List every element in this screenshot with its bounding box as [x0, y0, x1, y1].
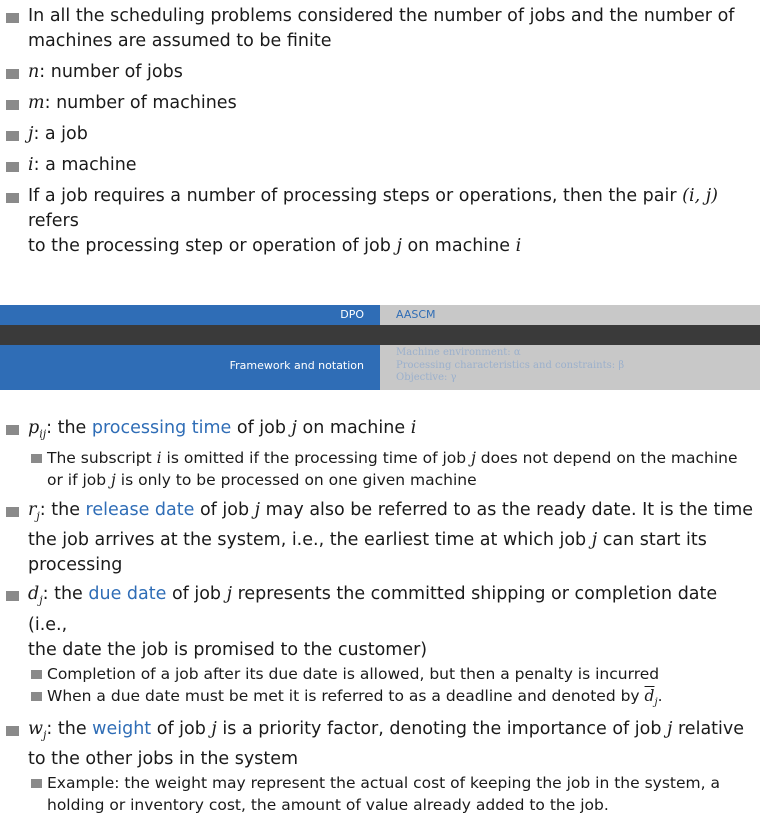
- header-topic-item[interactable]: Processing characteristics and constraints: β: [396, 359, 625, 371]
- bullet-m: m: number of machines: [0, 91, 755, 116]
- slide-top: [0, 0, 760, 295]
- bullet-square-icon: [31, 670, 42, 679]
- bullet-square-icon: [6, 591, 19, 601]
- bullet-square-icon: [6, 13, 19, 23]
- bullet-square-icon: [6, 193, 19, 203]
- header-section-label[interactable]: DPO: [340, 308, 364, 321]
- bottom-bullet-list: [0, 416, 755, 816]
- bullet-pair: If a job requires a number of processing steps or operations, then the pair (i, j) refers to the processing step or operation of job j on machine i: [0, 184, 755, 259]
- header-topics-cell: [380, 345, 760, 390]
- header-course-cell: [380, 305, 760, 325]
- header-course-label[interactable]: AASCM: [396, 308, 436, 321]
- bullet-due-date: $d_j$: the due date of job j represents the committed shipping or completion date (i.e., the date the job is promised to the customer): [0, 582, 755, 663]
- bullet-weight: $w_j$: the weight of job j is a priority factor, denoting the importance of job j relative to the other jobs in the system: [0, 717, 755, 773]
- bullet-n: n: number of jobs: [0, 60, 755, 85]
- bullet-square-icon: [6, 162, 19, 172]
- bullet-square-icon: [31, 692, 42, 701]
- top-bullet-list: [0, 4, 755, 265]
- beamer-header-bar: [0, 305, 760, 390]
- term-release-date: release date: [85, 499, 195, 520]
- sub-bullet-deadline: When a due date must be met it is referred to as a deadline and denoted by $\overline{d}_j$.: [0, 685, 755, 714]
- bullet-finite: In all the scheduling problems considered the number of jobs and the number of machines are assumed to be finite: [0, 4, 755, 54]
- sub-bullet-subscript: The subscript i is omitted if the processing time of job j does not depend on the machine or if job j is only to be processed on one given machine: [0, 447, 755, 491]
- bullet-square-icon: [6, 100, 19, 110]
- bullet-square-icon: [31, 454, 42, 463]
- sub-bullet-weight-example: Example: the weight may represent the actual cost of keeping the job in the system, a holding or inventory cost, the amount of value already added to the job.: [0, 772, 755, 816]
- bullet-square-icon: [31, 779, 42, 788]
- bullet-processing-time: $p_{ij}$: the processing time of job j on machine i: [0, 416, 755, 447]
- term-due-date: due date: [88, 584, 167, 604]
- bullet-i: i: a machine: [0, 153, 755, 178]
- bullet-square-icon: [6, 726, 19, 736]
- sub-bullet-penalty: Completion of a job after its due date is allowed, but then a penalty is incurred: [0, 663, 755, 685]
- header-topic-item[interactable]: Machine environment: α: [396, 347, 521, 358]
- bullet-square-icon: [6, 131, 19, 141]
- header-subsection-cell: [0, 345, 380, 390]
- bullet-release-date: $r_j$: the release date of job j may also be referred to as the ready date. It is the time the job arrives at the system, i.e., the earliest time at which job j can start its processing: [0, 498, 755, 579]
- header-topic-list: [396, 347, 624, 385]
- bullet-square-icon: [6, 507, 19, 517]
- bullet-square-icon: [6, 425, 19, 435]
- bullet-j: j: a job: [0, 122, 755, 147]
- term-weight: weight: [92, 718, 152, 739]
- header-topic-item[interactable]: Objective: γ: [396, 372, 457, 383]
- bullet-square-icon: [6, 69, 19, 79]
- header-divider: [0, 325, 760, 345]
- header-subsection-label[interactable]: Framework and notation: [229, 359, 364, 372]
- header-section-cell: [0, 305, 380, 325]
- term-processing-time: processing time: [91, 418, 232, 438]
